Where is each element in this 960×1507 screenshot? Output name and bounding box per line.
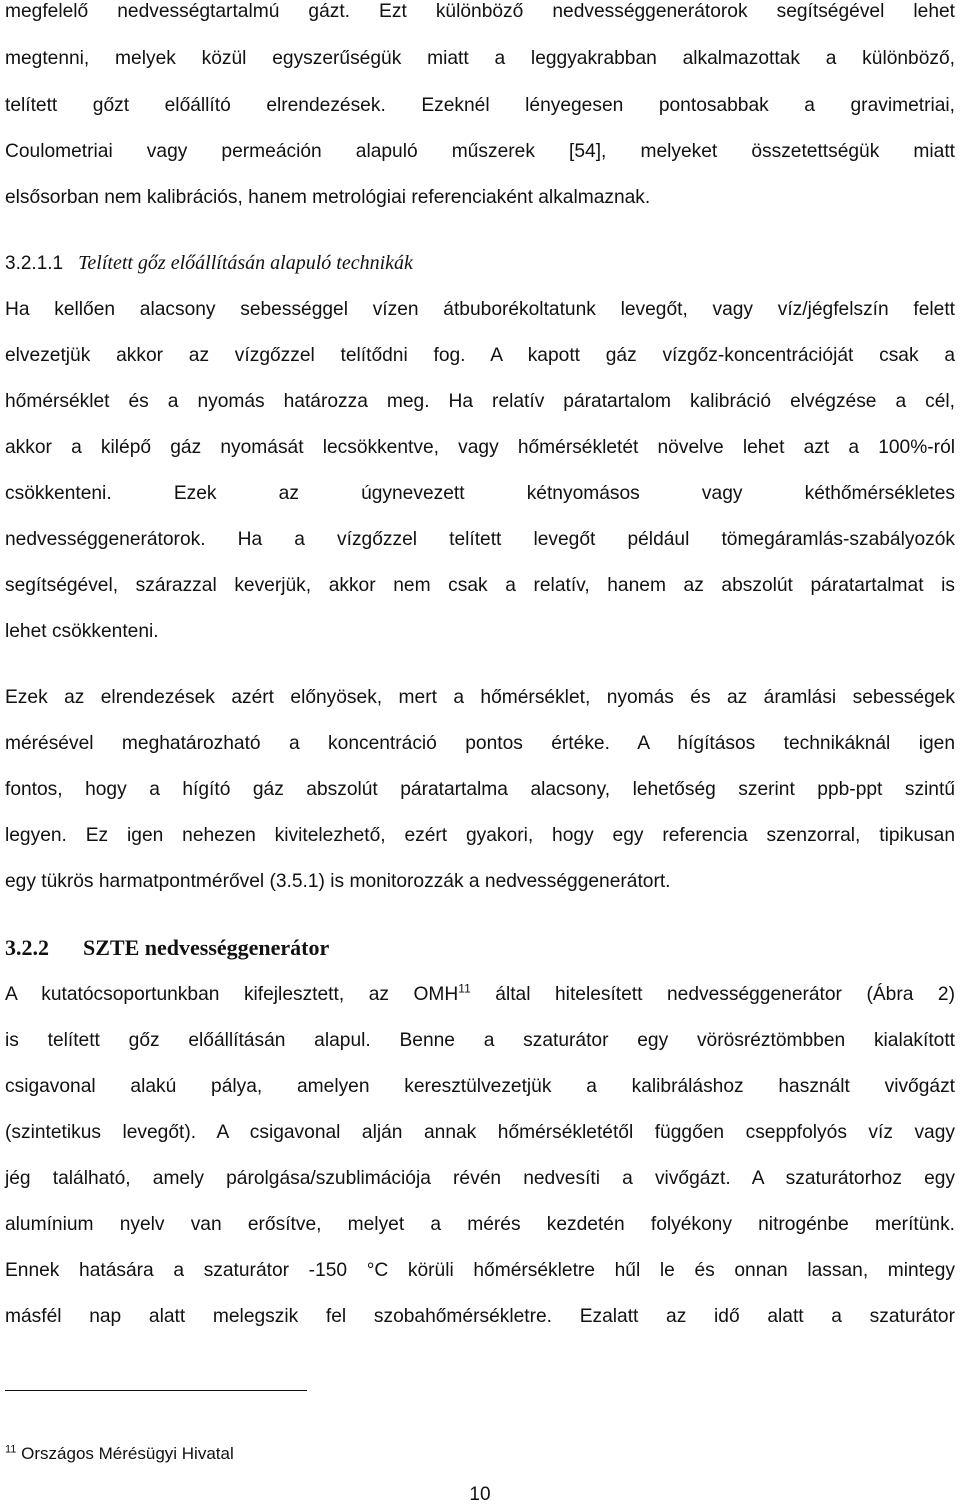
footnote-marker: 11 <box>5 1443 17 1456</box>
paragraph-line: másfél nap alatt melegszik fel szobahőmérsékletre. Ezalatt az idő alatt a szaturátor <box>5 1306 955 1327</box>
paragraph-line: megfelelő nedvességtartalmú gázt. Ezt különböző nedvességgenerátorok segítségével lehet <box>5 1 955 22</box>
paragraph-line: telített gőzt előállító elrendezések. Ezeknél lényegesen pontosabbak a gravimetriai, <box>5 95 955 116</box>
section-heading-3-2-2 <box>5 934 329 962</box>
section-number: 3.2.2 <box>5 935 49 960</box>
paragraph-line: mérésével meghatározható a koncentráció pontos értéke. A hígításos technikáknál igen <box>5 733 955 754</box>
paragraph-line: egy tükrös harmatpontmérővel (3.5.1) is monitorozzák a nedvességgenerátort. <box>5 871 671 892</box>
paragraph-line: segítségével, szárazzal keverjük, akkor nem csak a relatív, hanem az abszolút páratartalmat is <box>5 575 955 596</box>
paragraph-line: A kutatócsoportunkban kifejlesztett, az OMH$^{11}$ által hitelesített nedvességgenerátor (Ábra 2) <box>5 981 955 1005</box>
section-heading-3-2-1-1 <box>5 250 413 277</box>
paragraph-line: legyen. Ez igen nehezen kivitelezhető, ezért gyakori, hogy egy referencia szenzorral, tipikusan <box>5 825 955 846</box>
paragraph-line: Ezek az elrendezések azért előnyösek, mert a hőmérséklet, nyomás és az áramlási sebességek <box>5 687 955 708</box>
page-number: 10 <box>469 1484 491 1505</box>
footnote-reference: 11 <box>458 981 471 996</box>
paragraph-line: megtenni, melyek közül egyszerűségük miatt a leggyakrabban alkalmazottak a különböző, <box>5 48 955 69</box>
paragraph-line: fontos, hogy a hígító gáz abszolút páratartalma alacsony, lehetőség szerint ppb-ppt szintű <box>5 779 955 800</box>
paragraph-line: csökkenteni. Ezek az úgynevezett kétnyomásos vagy kéthőmérsékletes <box>5 483 955 504</box>
footnote-text: Országos Mérésügyi Hivatal <box>21 1444 234 1463</box>
paragraph-line: (szintetikus levegőt). A csigavonal alján annak hőmérsékletétől függően cseppfolyós víz vagy <box>5 1122 955 1143</box>
section-title: Telített gőz előállításán alapuló technikák <box>78 252 413 274</box>
document-page <box>5 0 955 1505</box>
paragraph-line: alumínium nyelv van erősítve, melyet a mérés kezdetén folyékony nitrogénbe merítünk. <box>5 1214 955 1235</box>
paragraph-line: Coulometriai vagy permeáción alapuló műszerek [54], melyeket összetettségük miatt <box>5 141 955 162</box>
paragraph-line: Ha kellően alacsony sebességgel vízen átbuborékoltatunk levegőt, vagy víz/jégfelszín felett <box>5 299 955 320</box>
paragraph-line: akkor a kilépő gáz nyomását lecsökkentve, vagy hőmérsékletét növelve lehet azt a 100%-ról <box>5 437 955 458</box>
section-number: 3.2.1.1 <box>5 253 64 274</box>
footnote <box>5 1443 234 1465</box>
section-title: SZTE nedvességgenerátor <box>83 935 330 960</box>
paragraph-line: elsősorban nem kalibrációs, hanem metrológiai referenciaként alkalmaznak. <box>5 187 651 208</box>
paragraph-line: nedvességgenerátorok. Ha a vízgőzzel telített levegőt például tömegáramlás-szabályozók <box>5 529 955 550</box>
paragraph-line: jég található, amely párolgása/szublimációja révén nedvesíti a vivőgázt. A szaturátorhoz egy <box>5 1168 955 1189</box>
paragraph-line: hőmérséklet és a nyomás határozza meg. Ha relatív páratartalom kalibráció elvégzése a cél, <box>5 391 955 412</box>
paragraph-line: csigavonal alakú pálya, amelyen keresztülvezetjük a kalibráláshoz használt vivőgázt <box>5 1076 955 1097</box>
paragraph-line: elvezetjük akkor az vízgőzzel telítődni fog. A kapott gáz vízgőz-koncentrációját csak a <box>5 345 955 366</box>
footnote-separator <box>5 1390 307 1391</box>
paragraph-line: lehet csökkenteni. <box>5 621 159 642</box>
paragraph-line: Ennek hatására a szaturátor -150 °C körüli hőmérsékletre hűl le és onnan lassan, mintegy <box>5 1260 955 1281</box>
paragraph-line: is telített gőz előállításán alapul. Benne a szaturátor egy vörösréztömbben kialakított <box>5 1030 955 1051</box>
